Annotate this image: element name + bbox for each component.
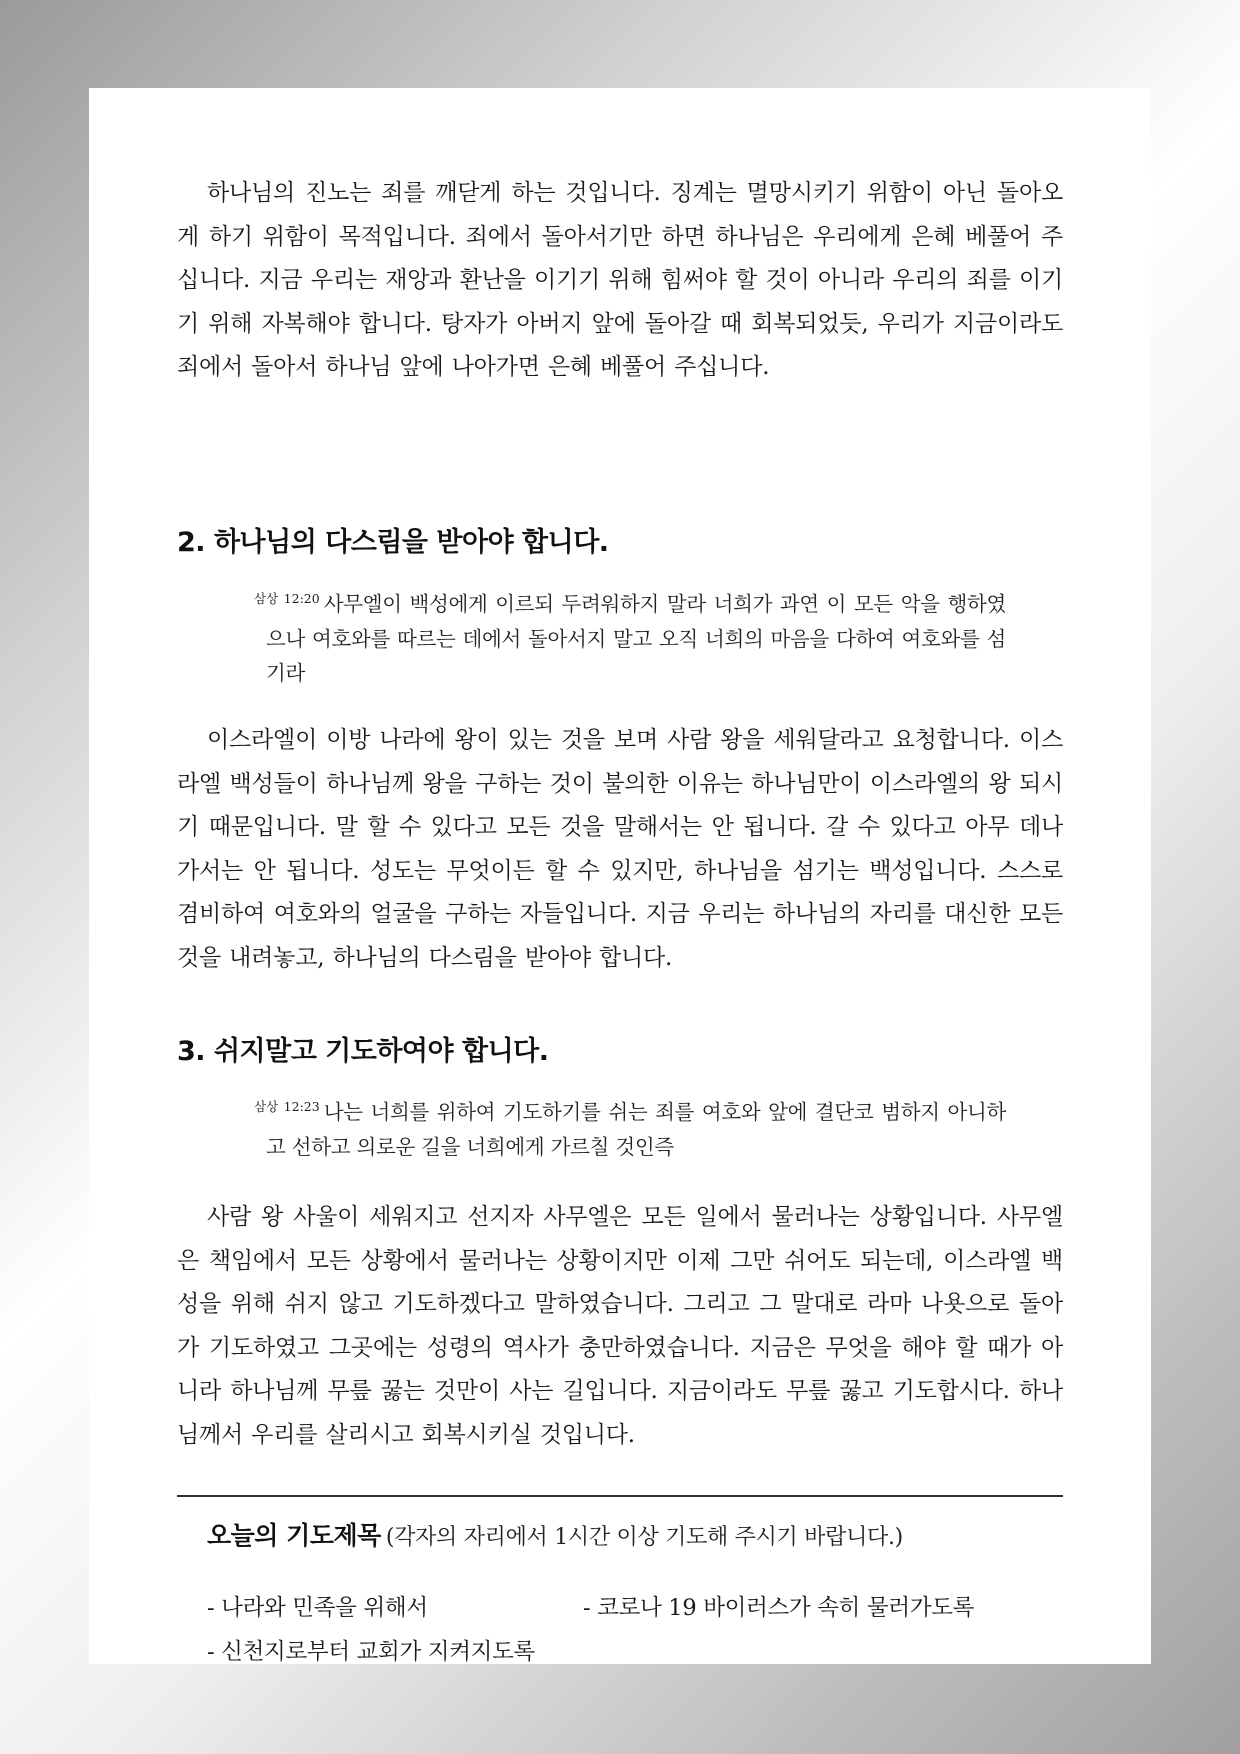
section2-paragraph: 이스라엘이 이방 나라에 왕이 있는 것을 보며 사람 왕을 세워달라고 요청합니다. 이스라엘 백성들이 하나님께 왕을 구하는 것이 불의한 이유는 하나님만이 이스라엘의 왕 되시기 때문입니다. 말 할 수 있다고 모든 것을 말해서는 안 됩니다. 갈 수 있다고 아무 데나 가서는 안 됩니다. 성도는 무엇이든 할 수 있지만, 하나님을 섬기는 백성입니다. 스스로 겸비하여 여호와의 얼굴을 구하는 자들입니다. 지금 우리는 하나님의 자리를 대신한 모든 것을 내려놓고, 하나님의 다스림을 받아야 합니다. bbox=[177, 727, 1063, 971]
prayer-title: 오늘의 기도제목 bbox=[207, 1521, 381, 1550]
prayer-item: - 나라와 민족을 위해서 bbox=[207, 1595, 428, 1621]
section3-paragraph: 사람 왕 사울이 세워지고 선지자 사무엘은 모든 일에서 물러나는 상황입니다. 사무엘은 책임에서 모든 상황에서 물러나는 상황이지만 이제 그만 쉬어도 되는데, 이스라엘 백성을 위해 쉬지 않고 기도하겠다고 말하였습니다. 그리고 그 말대로 라마 나욧으로 돌아가 기도하였고 그곳에는 성령의 역사가 충만하였습니다. 지금은 무엇을 해야 할 때가 아니라 하나님께 무릎 꿇는 것만이 사는 길입니다. 지금이라도 무릎 꿇고 기도합시다. 하나님께서 우리를 살리시고 회복시키실 것입니다. bbox=[177, 1204, 1063, 1448]
section2-verse bbox=[254, 582, 1006, 691]
prayer-title-line bbox=[207, 1516, 903, 1552]
prayer-item: - 신천지로부터 교회가 지켜지도록 bbox=[207, 1639, 535, 1665]
section3-verse bbox=[254, 1090, 1006, 1164]
section2-verse-text: 사무엘이 백성에게 이르되 두려워하지 말라 너희가 과연 이 모든 악을 행하였으나 여호와를 따르는 데에서 돌아서지 말고 오직 너희의 마음을 다하여 여호와를 섬기라 bbox=[266, 592, 1006, 685]
section2-heading: 2. 하나님의 다스림을 받아야 합니다. bbox=[177, 527, 609, 558]
document-page bbox=[89, 88, 1151, 1664]
section3-verse-reference: 삼상 12:23 bbox=[254, 1099, 320, 1114]
prayer-note: (각자의 자리에서 1시간 이상 기도해 주시기 바랍니다.) bbox=[385, 1525, 903, 1550]
section3-verse-text: 나는 너희를 위하여 기도하기를 쉬는 죄를 여호와 앞에 결단코 범하지 아니하고 선하고 의로운 길을 너희에게 가르칠 것인즉 bbox=[266, 1100, 1006, 1159]
section1-paragraph: 하나님의 진노는 죄를 깨닫게 하는 것입니다. 징계는 멸망시키기 위함이 아닌 돌아오게 하기 위함이 목적입니다. 죄에서 돌아서기만 하면 하나님은 우리에게 은혜 베풀어 주십니다. 지금 우리는 재앙과 환난을 이기기 위해 힘써야 할 것이 아니라 우리의 죄를 이기기 위해 자복해야 합니다. 탕자가 아버지 앞에 돌아갈 때 회복되었듯, 우리가 지금이라도 죄에서 돌아서 하나님 앞에 나아가면 은혜 베풀어 주십니다. bbox=[177, 180, 1063, 380]
section3-heading: 3. 쉬지말고 기도하여야 합니다. bbox=[177, 1036, 549, 1067]
section-divider bbox=[177, 1495, 1063, 1497]
prayer-item: - 코로나 19 바이러스가 속히 물러가도록 bbox=[583, 1595, 975, 1621]
section2-verse-reference: 삼상 12:20 bbox=[254, 591, 320, 606]
